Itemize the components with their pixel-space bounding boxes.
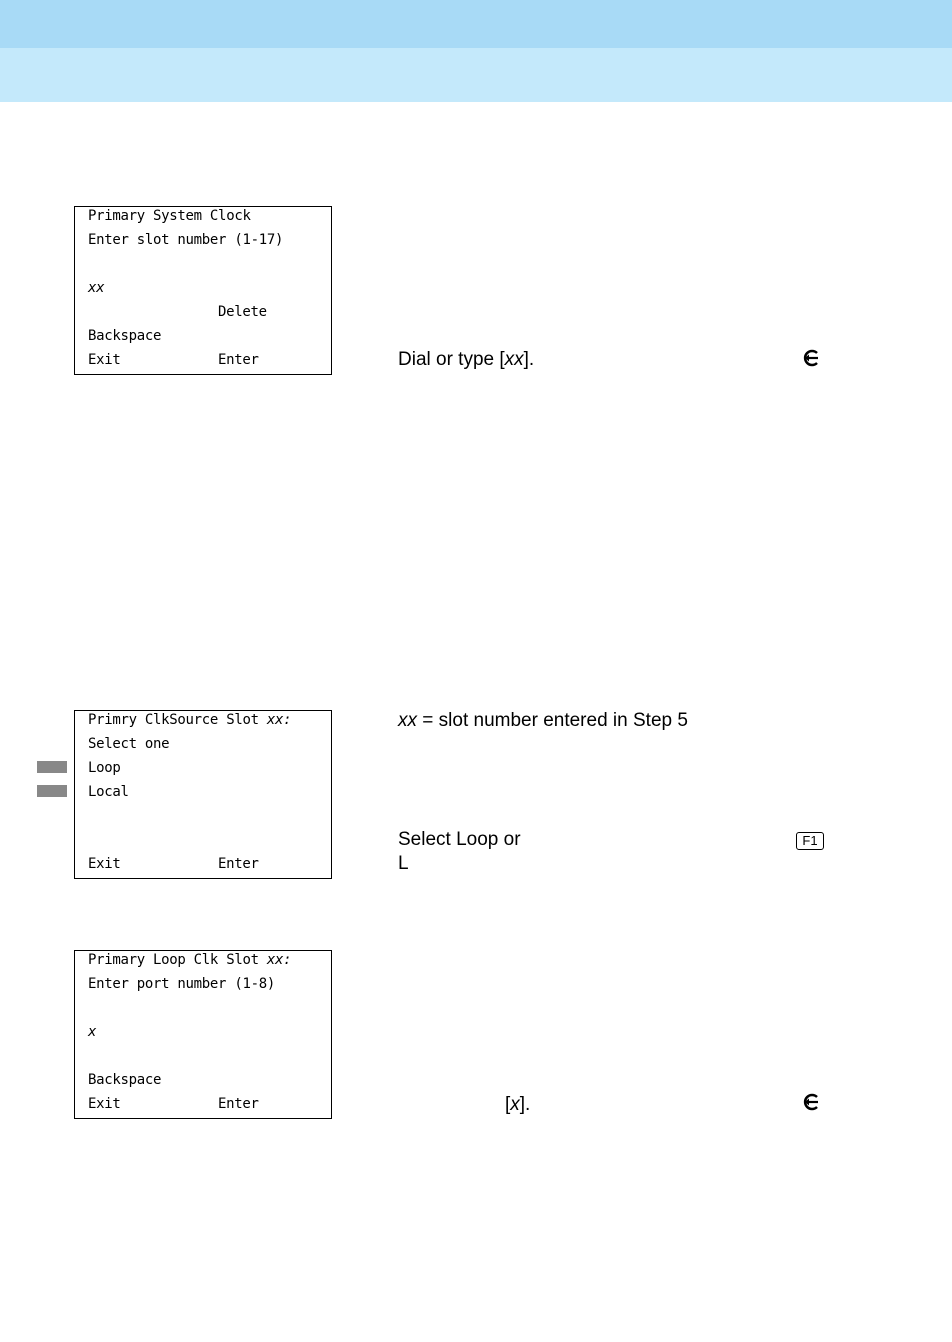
console-display-screen bbox=[74, 950, 332, 1119]
delete-softkey[interactable]: Delete bbox=[218, 304, 267, 320]
enter-key-icon bbox=[802, 349, 820, 367]
screen-title: Primary System Clock bbox=[88, 208, 251, 224]
screen-title: Primary Loop Clk Slot xx: bbox=[88, 952, 292, 968]
header-band-top bbox=[0, 0, 952, 48]
console-display-screen bbox=[74, 710, 332, 879]
screen-title: Primry ClkSource Slot xx: bbox=[88, 712, 292, 728]
backspace-softkey[interactable]: Backspace bbox=[88, 328, 162, 344]
step-dial-instruction: Dial or type [xx]. bbox=[398, 349, 535, 370]
line-button-marker bbox=[37, 761, 67, 773]
step-port-instruction: [x]. bbox=[505, 1094, 531, 1115]
local-option[interactable]: Local bbox=[88, 784, 129, 800]
console-display-screen bbox=[74, 206, 332, 375]
step-select-key: L bbox=[398, 853, 409, 874]
enter-softkey[interactable]: Enter bbox=[218, 352, 259, 368]
slot-note: xx = slot number entered in Step 5 bbox=[398, 710, 688, 731]
exit-softkey[interactable]: Exit bbox=[88, 856, 121, 872]
screen-input-value: xx bbox=[88, 280, 105, 296]
screen-prompt: Select one bbox=[88, 736, 170, 752]
backspace-softkey[interactable]: Backspace bbox=[88, 1072, 162, 1088]
step-select-instruction: Select Loop or bbox=[398, 829, 521, 850]
exit-softkey[interactable]: Exit bbox=[88, 1096, 121, 1112]
screen-prompt: Enter slot number (1-17) bbox=[88, 232, 284, 248]
exit-softkey[interactable]: Exit bbox=[88, 352, 121, 368]
screen-prompt: Enter port number (1-8) bbox=[88, 976, 275, 992]
enter-softkey[interactable]: Enter bbox=[218, 1096, 259, 1112]
enter-key-icon bbox=[802, 1093, 820, 1111]
loop-option[interactable]: Loop bbox=[88, 760, 121, 776]
enter-softkey[interactable]: Enter bbox=[218, 856, 259, 872]
line-button-marker bbox=[37, 785, 67, 797]
header-band-bottom bbox=[0, 48, 952, 102]
screen-input-value: x bbox=[88, 1024, 97, 1040]
f1-key-icon: F1 bbox=[796, 832, 824, 850]
